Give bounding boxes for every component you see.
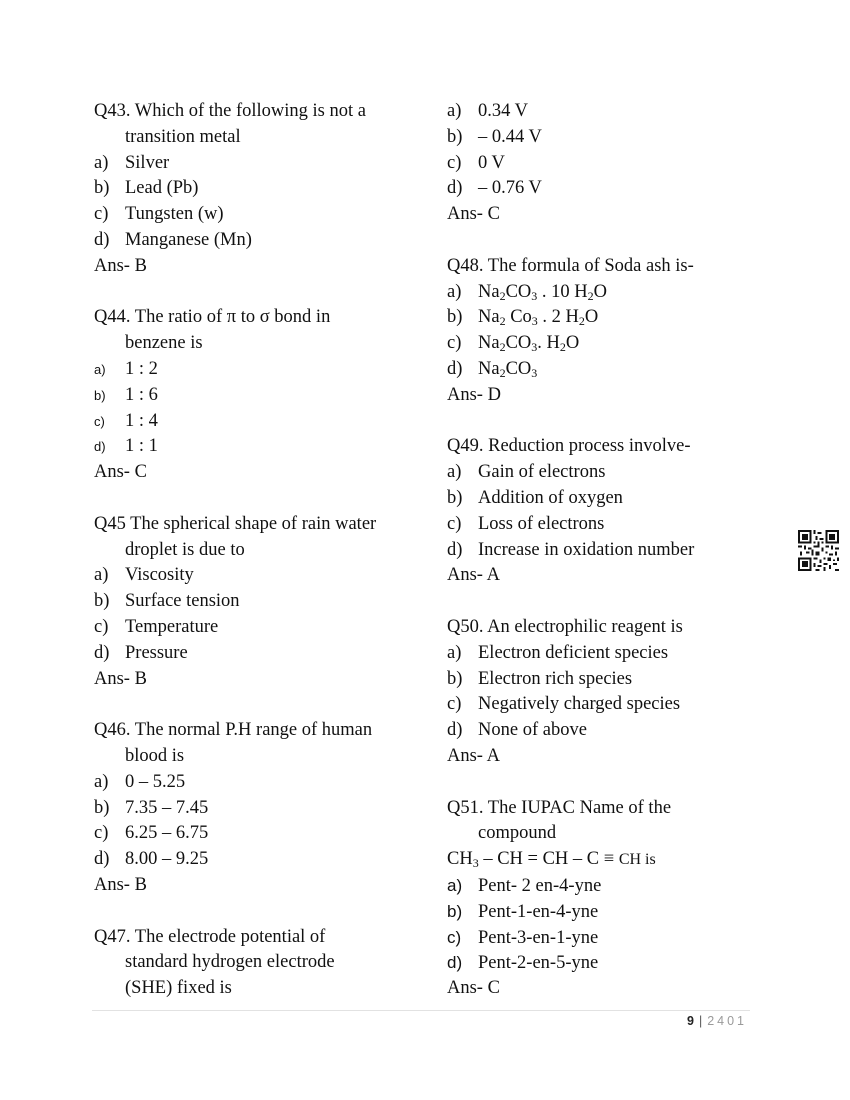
option-text: Pressure	[125, 642, 188, 663]
option-label: d)	[447, 539, 463, 560]
q45-option-b	[94, 589, 424, 615]
document-code: 2401	[707, 1014, 747, 1028]
option-label: b)	[447, 126, 463, 147]
option-label: a)	[94, 771, 109, 792]
q49-option-b	[447, 486, 747, 512]
formula-subscript: 2	[578, 314, 585, 329]
option-text: Electron rich species	[478, 668, 633, 689]
option-text: Temperature	[125, 616, 219, 637]
q50-option-b	[447, 667, 747, 693]
option-label: a)	[447, 101, 462, 121]
option-label: b)	[94, 591, 110, 612]
footer-separator: |	[698, 1014, 704, 1028]
formula-part: O	[584, 307, 599, 328]
formula-part: Na	[478, 358, 500, 379]
option-text: Lead (Pb)	[125, 178, 199, 199]
q46-option-b	[94, 796, 424, 822]
formula-part: O	[593, 281, 608, 302]
option-text: 1 : 6	[125, 384, 158, 405]
option-text: 0 V	[478, 152, 505, 173]
q50-answer: Ans- A	[447, 745, 500, 766]
option-text: Viscosity	[125, 565, 194, 586]
formula-subscript: 3	[531, 288, 538, 303]
option-text: Manganese (Mn)	[125, 229, 252, 250]
q48-option-b	[447, 305, 747, 331]
formula-part: . 2 H	[537, 307, 579, 328]
option-text: Pent-2-en-5-yne	[478, 953, 599, 974]
formula-part: Co	[505, 307, 532, 328]
formula-subscript: 2	[499, 288, 506, 303]
qr-code-icon	[798, 530, 839, 571]
option-label: b)	[447, 307, 463, 328]
q44-option-b	[94, 383, 424, 409]
option-label: b)	[94, 178, 110, 199]
option-text: Negatively charged species	[478, 694, 681, 715]
option-text: 1 : 1	[125, 436, 158, 457]
question-43: Q43. Which of the following is not a	[94, 101, 366, 121]
formula-part: Na	[478, 307, 500, 328]
q49-option-d	[447, 538, 747, 564]
q47-option-a	[447, 99, 747, 125]
option-label: b)	[447, 668, 463, 689]
formula-subscript: 2	[559, 340, 566, 355]
question-48: Q48. The formula of Soda ash is-	[447, 255, 694, 276]
formula-subscript: 3	[531, 340, 538, 355]
formula-part: Na	[478, 281, 500, 302]
option-text: 7.35 – 7.45	[125, 797, 209, 818]
option-label: b)	[447, 487, 463, 508]
option-label: c)	[447, 513, 462, 534]
q45-option-d	[94, 641, 424, 667]
question-47: Q47. The electrode potential of	[94, 926, 326, 947]
option-label: d)	[447, 358, 463, 379]
formula-part: . 10 H	[537, 281, 588, 302]
q44-option-c	[94, 409, 424, 435]
formula-subscript: 2	[587, 288, 594, 303]
q47-answer: Ans- C	[447, 204, 500, 225]
question-49: Q49. Reduction process involve-	[447, 436, 691, 457]
option-label: a)	[447, 462, 462, 483]
option-label: b)	[447, 901, 463, 921]
option-label: a)	[94, 565, 109, 586]
option-text: 6.25 – 6.75	[125, 823, 209, 844]
option-label: d)	[447, 720, 463, 741]
q45-answer: Ans- B	[94, 668, 147, 689]
option-label: c)	[447, 333, 462, 354]
option-label: a)	[94, 361, 106, 377]
q51-option-b	[447, 899, 747, 925]
q43-option-c	[94, 202, 424, 228]
q51-option-d	[447, 950, 747, 976]
q43-answer: Ans- B	[94, 255, 147, 276]
q48-answer: Ans- D	[447, 384, 501, 405]
option-label: c)	[447, 152, 462, 173]
option-label: b)	[94, 387, 106, 403]
option-label: c)	[94, 204, 109, 225]
option-label: c)	[447, 694, 462, 715]
option-text: – 0.44 V	[478, 126, 542, 147]
option-text: Pent- 2 en-4-yne	[478, 875, 602, 896]
formula-part: CH is	[618, 851, 656, 869]
question-47-cont2: (SHE) fixed is	[125, 978, 232, 999]
option-text: – 0.76 V	[478, 178, 542, 199]
formula-subscript: 2	[499, 340, 506, 355]
question-50: Q50. An electrophilic reagent is	[447, 616, 683, 637]
option-label: d)	[94, 229, 110, 250]
formula-part: CH	[447, 849, 473, 870]
option-label: c)	[94, 413, 105, 429]
q45-option-a	[94, 563, 424, 589]
question-43-cont: transition metal	[125, 126, 241, 147]
q44-option-a	[94, 357, 424, 383]
q47-option-d	[447, 176, 747, 202]
option-text: 8.00 – 9.25	[125, 849, 209, 870]
formula-part: CO	[505, 333, 532, 354]
q48-option-a	[447, 280, 747, 306]
q44-option-d	[94, 434, 424, 460]
question-44-cont: benzene is	[125, 333, 203, 354]
option-text: Silver	[125, 152, 170, 173]
q51-formula	[447, 847, 747, 873]
right-column	[447, 99, 747, 1002]
formula-subscript: 2	[499, 365, 506, 380]
q46-answer: Ans- B	[94, 874, 147, 895]
option-text: Surface tension	[125, 591, 240, 612]
left-column	[94, 99, 424, 1002]
option-label: c)	[94, 823, 109, 844]
option-text: Tungsten (w)	[125, 204, 224, 225]
q47-option-c	[447, 151, 747, 177]
formula-part: CO	[505, 281, 532, 302]
q43-option-b	[94, 176, 424, 202]
option-label: c)	[94, 616, 109, 637]
formula-part: Na	[478, 333, 500, 354]
question-45-cont: droplet is due to	[125, 539, 245, 560]
option-label: a)	[94, 152, 109, 173]
formula-part: . H	[537, 333, 560, 354]
q44-answer: Ans- C	[94, 462, 147, 483]
formula-subscript: 3	[531, 365, 538, 380]
q48-option-c	[447, 331, 747, 357]
question-44: Q44. The ratio of π to σ bond in	[94, 307, 331, 328]
page-footer	[687, 1014, 747, 1028]
q49-answer: Ans- A	[447, 565, 500, 586]
option-text: 1 : 4	[125, 410, 158, 431]
option-text: 1 : 2	[125, 358, 158, 379]
page-number: 9	[686, 1014, 695, 1028]
q46-option-a	[94, 770, 424, 796]
option-text: Pent-3-en-1-yne	[478, 927, 599, 948]
footer-rule	[92, 1010, 750, 1011]
question-51: Q51. The IUPAC Name of the	[447, 797, 672, 818]
question-51-cont: compound	[478, 823, 557, 844]
question-46: Q46. The normal P.H range of human	[94, 720, 373, 741]
option-text: Gain of electrons	[478, 462, 606, 483]
option-text: Loss of electrons	[478, 513, 605, 534]
formula-part: O	[565, 333, 580, 354]
option-text: 0.34 V	[478, 101, 529, 121]
question-46-cont: blood is	[125, 745, 185, 766]
option-text: Increase in oxidation number	[478, 539, 695, 560]
q45-option-c	[94, 615, 424, 641]
q49-option-a	[447, 460, 747, 486]
q47-option-b	[447, 125, 747, 151]
question-45: Q45 The spherical shape of rain water	[94, 513, 377, 534]
q43-option-a	[94, 151, 424, 177]
q48-option-d	[447, 357, 747, 383]
question-47-cont: standard hydrogen electrode	[125, 952, 335, 973]
option-text: 0 – 5.25	[125, 771, 186, 792]
option-label: b)	[94, 797, 110, 818]
formula-part: – CH = CH – C ≡	[478, 849, 619, 870]
formula-subscript: 3	[531, 314, 538, 329]
q50-option-a	[447, 641, 747, 667]
q51-option-a	[447, 873, 747, 899]
q50-option-c	[447, 692, 747, 718]
option-label: a)	[447, 875, 463, 895]
option-label: a)	[447, 281, 462, 302]
option-label: d)	[447, 953, 463, 973]
option-label: d)	[94, 439, 106, 455]
q51-answer: Ans- C	[447, 978, 500, 999]
q46-option-d	[94, 847, 424, 873]
option-text: None of above	[478, 720, 587, 741]
q46-option-c	[94, 821, 424, 847]
q50-option-d	[447, 718, 747, 744]
formula-subscript: 2	[499, 314, 506, 329]
option-label: a)	[447, 642, 462, 663]
option-label: d)	[94, 642, 110, 663]
option-label: d)	[447, 178, 463, 199]
option-text: Pent-1-en-4-yne	[478, 901, 599, 922]
option-label: d)	[94, 849, 110, 870]
option-text: Electron deficient species	[478, 642, 669, 663]
q51-option-c	[447, 925, 747, 951]
formula-subscript: 3	[472, 856, 479, 871]
formula-part: CO	[505, 358, 532, 379]
option-text: Addition of oxygen	[478, 487, 623, 508]
q49-option-c	[447, 512, 747, 538]
option-label: c)	[447, 927, 462, 947]
q43-option-d	[94, 228, 424, 254]
